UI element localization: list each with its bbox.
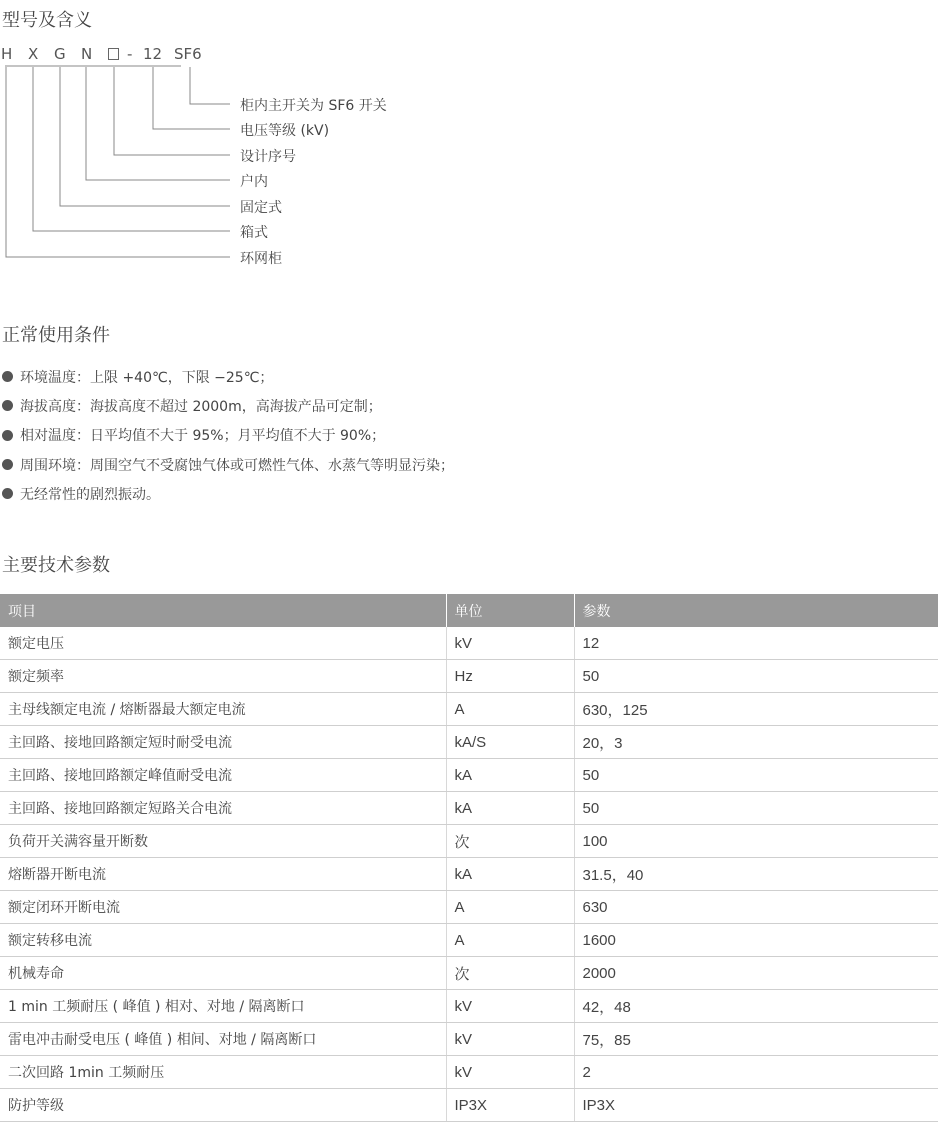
cell-value: 50 <box>574 792 938 825</box>
cell-item: 1 min 工频耐压 ( 峰值 ) 相对、对地 / 隔离断口 <box>0 990 446 1023</box>
header-value: 参数 <box>574 594 938 627</box>
model-section-title: 型号及含义 <box>2 10 92 31</box>
cell-item: 主回路、接地回路额定峰值耐受电流 <box>0 759 446 792</box>
code-sf6: SF6 <box>174 45 202 63</box>
conditions-list <box>2 362 454 508</box>
table-row <box>0 792 938 825</box>
legend-ring: 环网柜 <box>240 251 282 267</box>
condition-text: 环境温度：上限 +40℃，下限 −25℃； <box>20 369 274 386</box>
cell-value: 50 <box>574 759 938 792</box>
table-row <box>0 1023 938 1056</box>
cell-item: 额定转移电流 <box>0 924 446 957</box>
bullet-icon <box>2 430 13 441</box>
cell-item: 额定闭环开断电流 <box>0 891 446 924</box>
cell-item: 防护等级 <box>0 1089 446 1122</box>
legend-sf6: 柜内主开关为 SF6 开关 <box>240 98 387 114</box>
legend-voltage: 电压等级 (kV) <box>240 123 330 139</box>
table-row <box>0 924 938 957</box>
cell-unit: A <box>446 693 574 726</box>
cell-unit: 次 <box>446 957 574 990</box>
condition-text: 周围环境：周围空气不受腐蚀气体或可燃性气体、水蒸气等明显污染； <box>20 457 454 474</box>
cell-unit: kV <box>446 1056 574 1089</box>
cell-value: IP3X <box>574 1089 938 1122</box>
cell-value: 630 <box>574 891 938 924</box>
table-row <box>0 660 938 693</box>
condition-text: 相对温度：日平均值不大于 95%；月平均值不大于 90%； <box>20 428 386 445</box>
code-x: X <box>28 45 39 63</box>
model-legend-lines <box>0 0 420 270</box>
table-row <box>0 693 938 726</box>
legend-fixed: 固定式 <box>240 200 282 216</box>
cell-value: 2000 <box>574 957 938 990</box>
table-row <box>0 825 938 858</box>
cell-unit: kV <box>446 1023 574 1056</box>
cell-value: 50 <box>574 660 938 693</box>
cell-unit: A <box>446 891 574 924</box>
legend-indoor: 户内 <box>240 174 268 190</box>
cell-value: 20，3 <box>574 726 938 759</box>
leader-design <box>114 67 230 155</box>
cell-value: 42，48 <box>574 990 938 1023</box>
cell-value: 630，125 <box>574 693 938 726</box>
cell-item: 雷电冲击耐受电压 ( 峰值 ) 相间、对地 / 隔离断口 <box>0 1023 446 1056</box>
cell-item: 二次回路 1min 工频耐压 <box>0 1056 446 1089</box>
bullet-icon <box>2 371 13 382</box>
cell-item: 额定电压 <box>0 627 446 660</box>
table-row <box>0 858 938 891</box>
specs-section-title: 主要技术参数 <box>2 555 110 576</box>
cell-unit: A <box>446 924 574 957</box>
table-row <box>0 957 938 990</box>
cell-item: 主回路、接地回路额定短路关合电流 <box>0 792 446 825</box>
leader-indoor <box>86 67 230 180</box>
table-row <box>0 1089 938 1122</box>
code-dash: - <box>127 45 133 63</box>
code-h: H <box>1 45 13 63</box>
table-row <box>0 627 938 660</box>
cell-unit: 次 <box>446 825 574 858</box>
table-row <box>0 891 938 924</box>
cell-unit: IP3X <box>446 1089 574 1122</box>
table-row <box>0 759 938 792</box>
cell-value: 31.5，40 <box>574 858 938 891</box>
cell-value: 100 <box>574 825 938 858</box>
cell-unit: Hz <box>446 660 574 693</box>
cell-item: 负荷开关满容量开断数 <box>0 825 446 858</box>
code-voltage: 12 <box>143 45 163 63</box>
cell-item: 机械寿命 <box>0 957 446 990</box>
cell-value: 2 <box>574 1056 938 1089</box>
cell-item: 主回路、接地回路额定短时耐受电流 <box>0 726 446 759</box>
legend-design: 设计序号 <box>240 149 296 165</box>
bullet-icon <box>2 488 13 499</box>
spec-table <box>0 594 938 1122</box>
bullet-icon <box>2 459 13 470</box>
header-unit: 单位 <box>446 594 574 627</box>
cell-value: 1600 <box>574 924 938 957</box>
list-item <box>2 362 454 391</box>
leader-voltage <box>153 67 230 129</box>
cell-unit: kA <box>446 792 574 825</box>
cell-value: 12 <box>574 627 938 660</box>
table-row <box>0 1056 938 1089</box>
legend-box: 箱式 <box>240 225 268 241</box>
table-row <box>0 726 938 759</box>
list-item <box>2 421 454 450</box>
condition-text: 海拔高度：海拔高度不超过 2000m，高海拔产品可定制； <box>20 398 382 415</box>
cell-unit: kV <box>446 990 574 1023</box>
list-item <box>2 479 454 508</box>
cell-unit: kA <box>446 858 574 891</box>
leader-ring <box>6 67 230 257</box>
cell-unit: kA/S <box>446 726 574 759</box>
bullet-icon <box>2 400 13 411</box>
cell-unit: kA <box>446 759 574 792</box>
cell-value: 75，85 <box>574 1023 938 1056</box>
leader-sf6 <box>190 67 230 104</box>
cell-item: 主母线额定电流 / 熔断器最大额定电流 <box>0 693 446 726</box>
header-item: 项目 <box>0 594 446 627</box>
list-item <box>2 391 454 420</box>
code-n: N <box>81 45 93 63</box>
cell-unit: kV <box>446 627 574 660</box>
cell-item: 额定频率 <box>0 660 446 693</box>
condition-text: 无经常性的剧烈振动。 <box>20 486 160 503</box>
code-g: G <box>54 45 66 63</box>
table-header-row <box>0 594 938 627</box>
table-row <box>0 990 938 1023</box>
cell-item: 熔断器开断电流 <box>0 858 446 891</box>
conditions-section-title: 正常使用条件 <box>2 325 110 346</box>
list-item <box>2 450 454 479</box>
